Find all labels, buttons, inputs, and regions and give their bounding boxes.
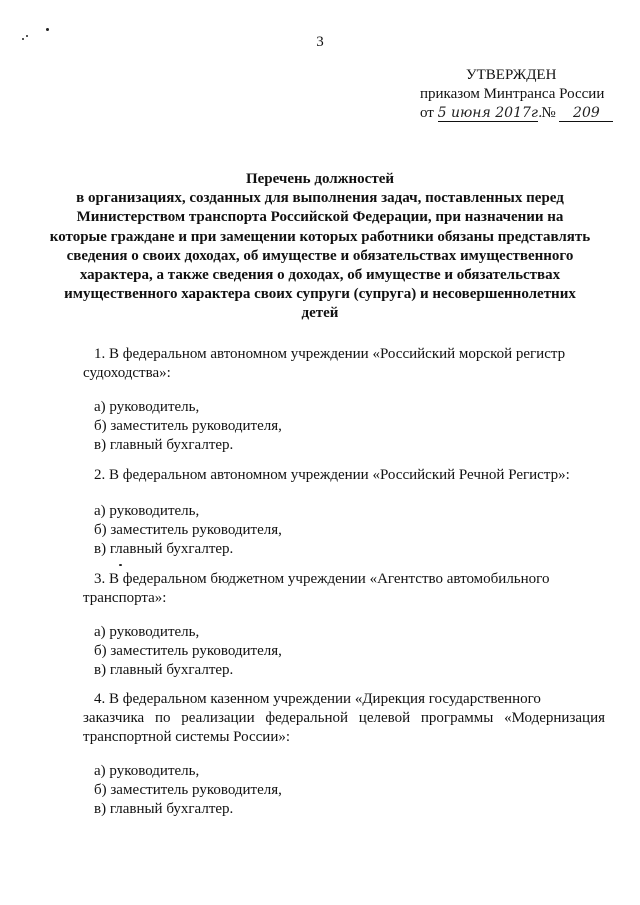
section-4-heading: [83, 690, 605, 747]
title-line: Министерством транспорта Российской Федерации, при назначении на: [76, 209, 564, 226]
title-line: в организациях, созданных для выполнения задач, поставленных перед: [76, 190, 564, 207]
title-line: сведения о своих доходах, об имуществе и обязательствах имущественного: [66, 247, 574, 264]
list-item: в) главный бухгалтер.: [94, 437, 234, 453]
approval-heading: УТВЕРЖДЕН: [466, 67, 557, 83]
title-line: Перечень должностей: [245, 171, 395, 187]
title-line: которые граждане и при замещении которых работники обязаны представлять: [49, 228, 591, 245]
list-item: а) руководитель,: [94, 399, 200, 415]
section-heading-continuation: заказчика по реализации федеральной целевой программы «Модернизация транспортной системы России»:: [83, 710, 605, 745]
section-heading-first-line: 1. В федеральном автономном учреждении «Российский морской регистр: [94, 346, 566, 362]
section-heading-first-line: 3. В федеральном бюджетном учреждении «Агентство автомобильного: [94, 571, 550, 587]
approval-order-line: приказом Минтранса России: [420, 86, 605, 102]
approval-date-line: [420, 104, 613, 123]
section-heading-first-line: 2. В федеральном автономном учреждении «Российский Речной Регистр»:: [94, 467, 570, 483]
section-heading-continuation: транспорта»:: [83, 590, 167, 606]
list-item: в) главный бухгалтер.: [94, 541, 234, 557]
title-line: детей: [301, 305, 339, 322]
scan-speck: [119, 564, 122, 566]
list-item: в) главный бухгалтер.: [94, 801, 234, 817]
section-1-positions: [94, 398, 282, 455]
from-label: от: [420, 105, 434, 121]
list-item: б) заместитель руководителя,: [94, 643, 282, 659]
list-item: а) руководитель,: [94, 624, 200, 640]
list-item: б) заместитель руководителя,: [94, 418, 282, 434]
section-2-heading: [83, 466, 605, 485]
title-line: характера, а также сведения о доходах, об имуществе и обязательствах: [79, 267, 561, 284]
scan-speck: [46, 28, 49, 31]
list-item: б) заместитель руководителя,: [94, 782, 282, 798]
page-number: 3: [316, 34, 324, 50]
handwritten-date: 5 июня 2017г.: [437, 105, 543, 121]
section-heading-continuation: судоходства»:: [83, 365, 171, 381]
section-4-positions: [94, 762, 282, 819]
list-item: а) руководитель,: [94, 503, 200, 519]
section-heading-first-line: 4. В федеральном казенном учреждении «Дирекция государственного: [94, 691, 541, 707]
title-line: имущественного характера своих супруги (супруга) и несовершеннолетних: [64, 286, 576, 303]
number-label: №: [541, 105, 556, 121]
list-item: б) заместитель руководителя,: [94, 522, 282, 538]
section-2-positions: [94, 502, 282, 559]
document-title: [40, 170, 600, 324]
handwritten-order-number: 209: [559, 106, 613, 122]
section-1-heading: [83, 345, 605, 383]
section-3-positions: [94, 623, 282, 680]
section-3-heading: [83, 570, 605, 608]
list-item: в) главный бухгалтер.: [94, 662, 234, 678]
list-item: а) руководитель,: [94, 763, 200, 779]
